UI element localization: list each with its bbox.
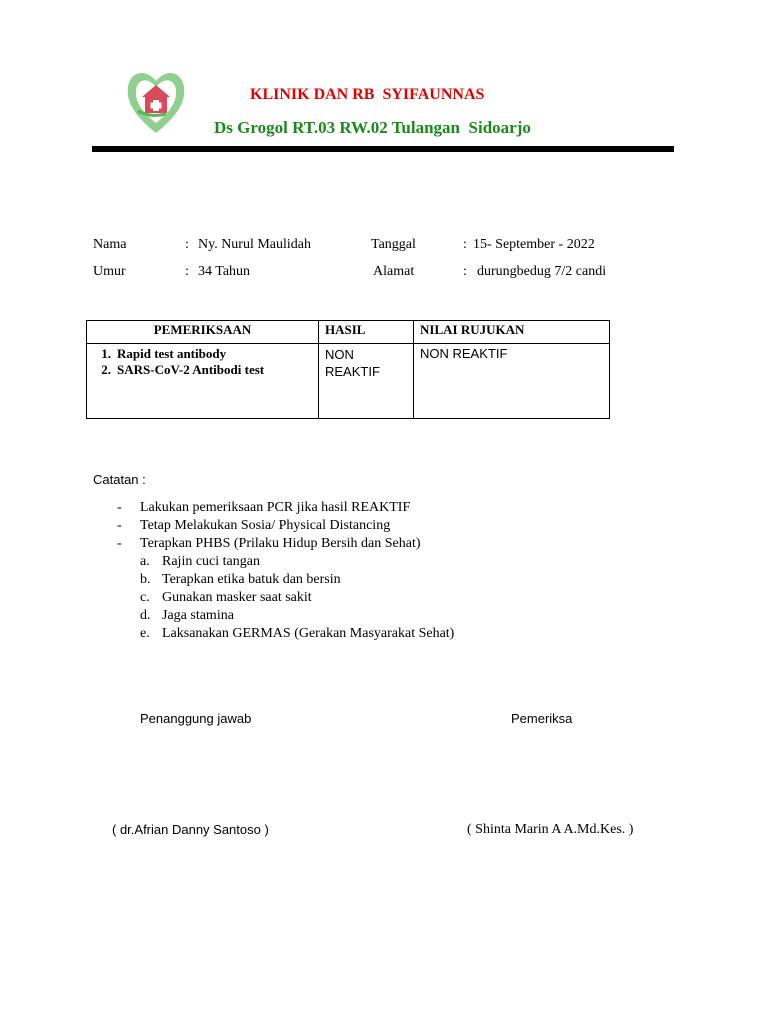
clinic-name: KLINIK DAN RB SYIFAUNNAS [250, 86, 485, 103]
age-label: Umur [93, 264, 126, 279]
notes-title: Catatan : [93, 472, 146, 487]
subitem-text: Gunakan masker saat sakit [162, 590, 312, 605]
date-label: Tanggal [371, 237, 416, 252]
subitem-text: Laksanakan GERMAS (Gerakan Masyarakat Sehat) [162, 626, 455, 641]
responsible-name: ( dr.Afrian Danny Santoso ) [112, 822, 269, 837]
note-text: Tetap Melakukan Sosia/ Physical Distancing [140, 518, 391, 533]
age-value: 34 Tahun [198, 264, 251, 279]
subitem-text: Rajin cuci tangan [162, 554, 260, 569]
list-item [117, 518, 122, 534]
subitem-text: Jaga stamina [162, 608, 234, 623]
bullet: - [117, 536, 122, 551]
subitem-text: Terapkan etika batuk dan bersin [162, 572, 341, 587]
bullet: - [117, 500, 122, 515]
subitem-letter: e. [140, 626, 150, 641]
note-text: Terapkan PHBS (Prilaku Hidup Bersih dan Sehat) [140, 536, 421, 551]
age-separator: : [185, 264, 189, 279]
subitem-letter: d. [140, 608, 151, 623]
list-item [117, 536, 122, 552]
name-value: Ny. Nurul Maulidah [198, 237, 312, 252]
note-text: Lakukan pemeriksaan PCR jika hasil REAKTIF [140, 500, 411, 515]
address-value: durungbedug 7/2 candi [477, 264, 607, 279]
clinic-address: Ds Grogol RT.03 RW.02 Tulangan Sidoarjo [214, 118, 531, 137]
table-row [87, 344, 610, 419]
table-header-row [87, 321, 610, 344]
subitem-letter: c. [140, 590, 150, 605]
date-value: 15- September - 2022 [473, 237, 595, 252]
list-item [117, 500, 122, 516]
name-label: Nama [93, 237, 127, 252]
name-separator: : [185, 237, 189, 252]
address-separator: : [463, 264, 467, 279]
header-nilai-rujukan: NILAI RUJUKAN [414, 321, 610, 344]
examiner-name: ( Shinta Marin A A.Md.Kes. ) [467, 822, 634, 837]
results-table [86, 320, 610, 419]
header-divider [92, 146, 674, 152]
address-label: Alamat [373, 264, 415, 279]
exam-label: SARS-CoV-2 Antibodi test [117, 362, 265, 377]
list-item [93, 362, 312, 378]
examiner-title: Pemeriksa [511, 711, 573, 726]
bullet: - [117, 518, 122, 533]
header-pemeriksaan: PEMERIKSAAN [87, 321, 319, 344]
header-hasil: HASIL [319, 321, 414, 344]
hasil-cell: NON REAKTIF [319, 344, 414, 419]
exam-cell [87, 344, 319, 419]
subitem-letter: a. [140, 554, 150, 569]
clinic-logo-icon [126, 67, 186, 135]
date-separator: : [463, 237, 467, 252]
exam-label: Rapid test antibody [117, 346, 227, 361]
nilai-rujukan-cell: NON REAKTIF [414, 344, 610, 419]
exam-number: 2. [101, 362, 111, 377]
list-item [93, 346, 312, 362]
subitem-letter: b. [140, 572, 151, 587]
exam-list [93, 346, 312, 378]
responsible-title: Penanggung jawab [140, 711, 252, 726]
exam-number: 1. [101, 346, 111, 361]
